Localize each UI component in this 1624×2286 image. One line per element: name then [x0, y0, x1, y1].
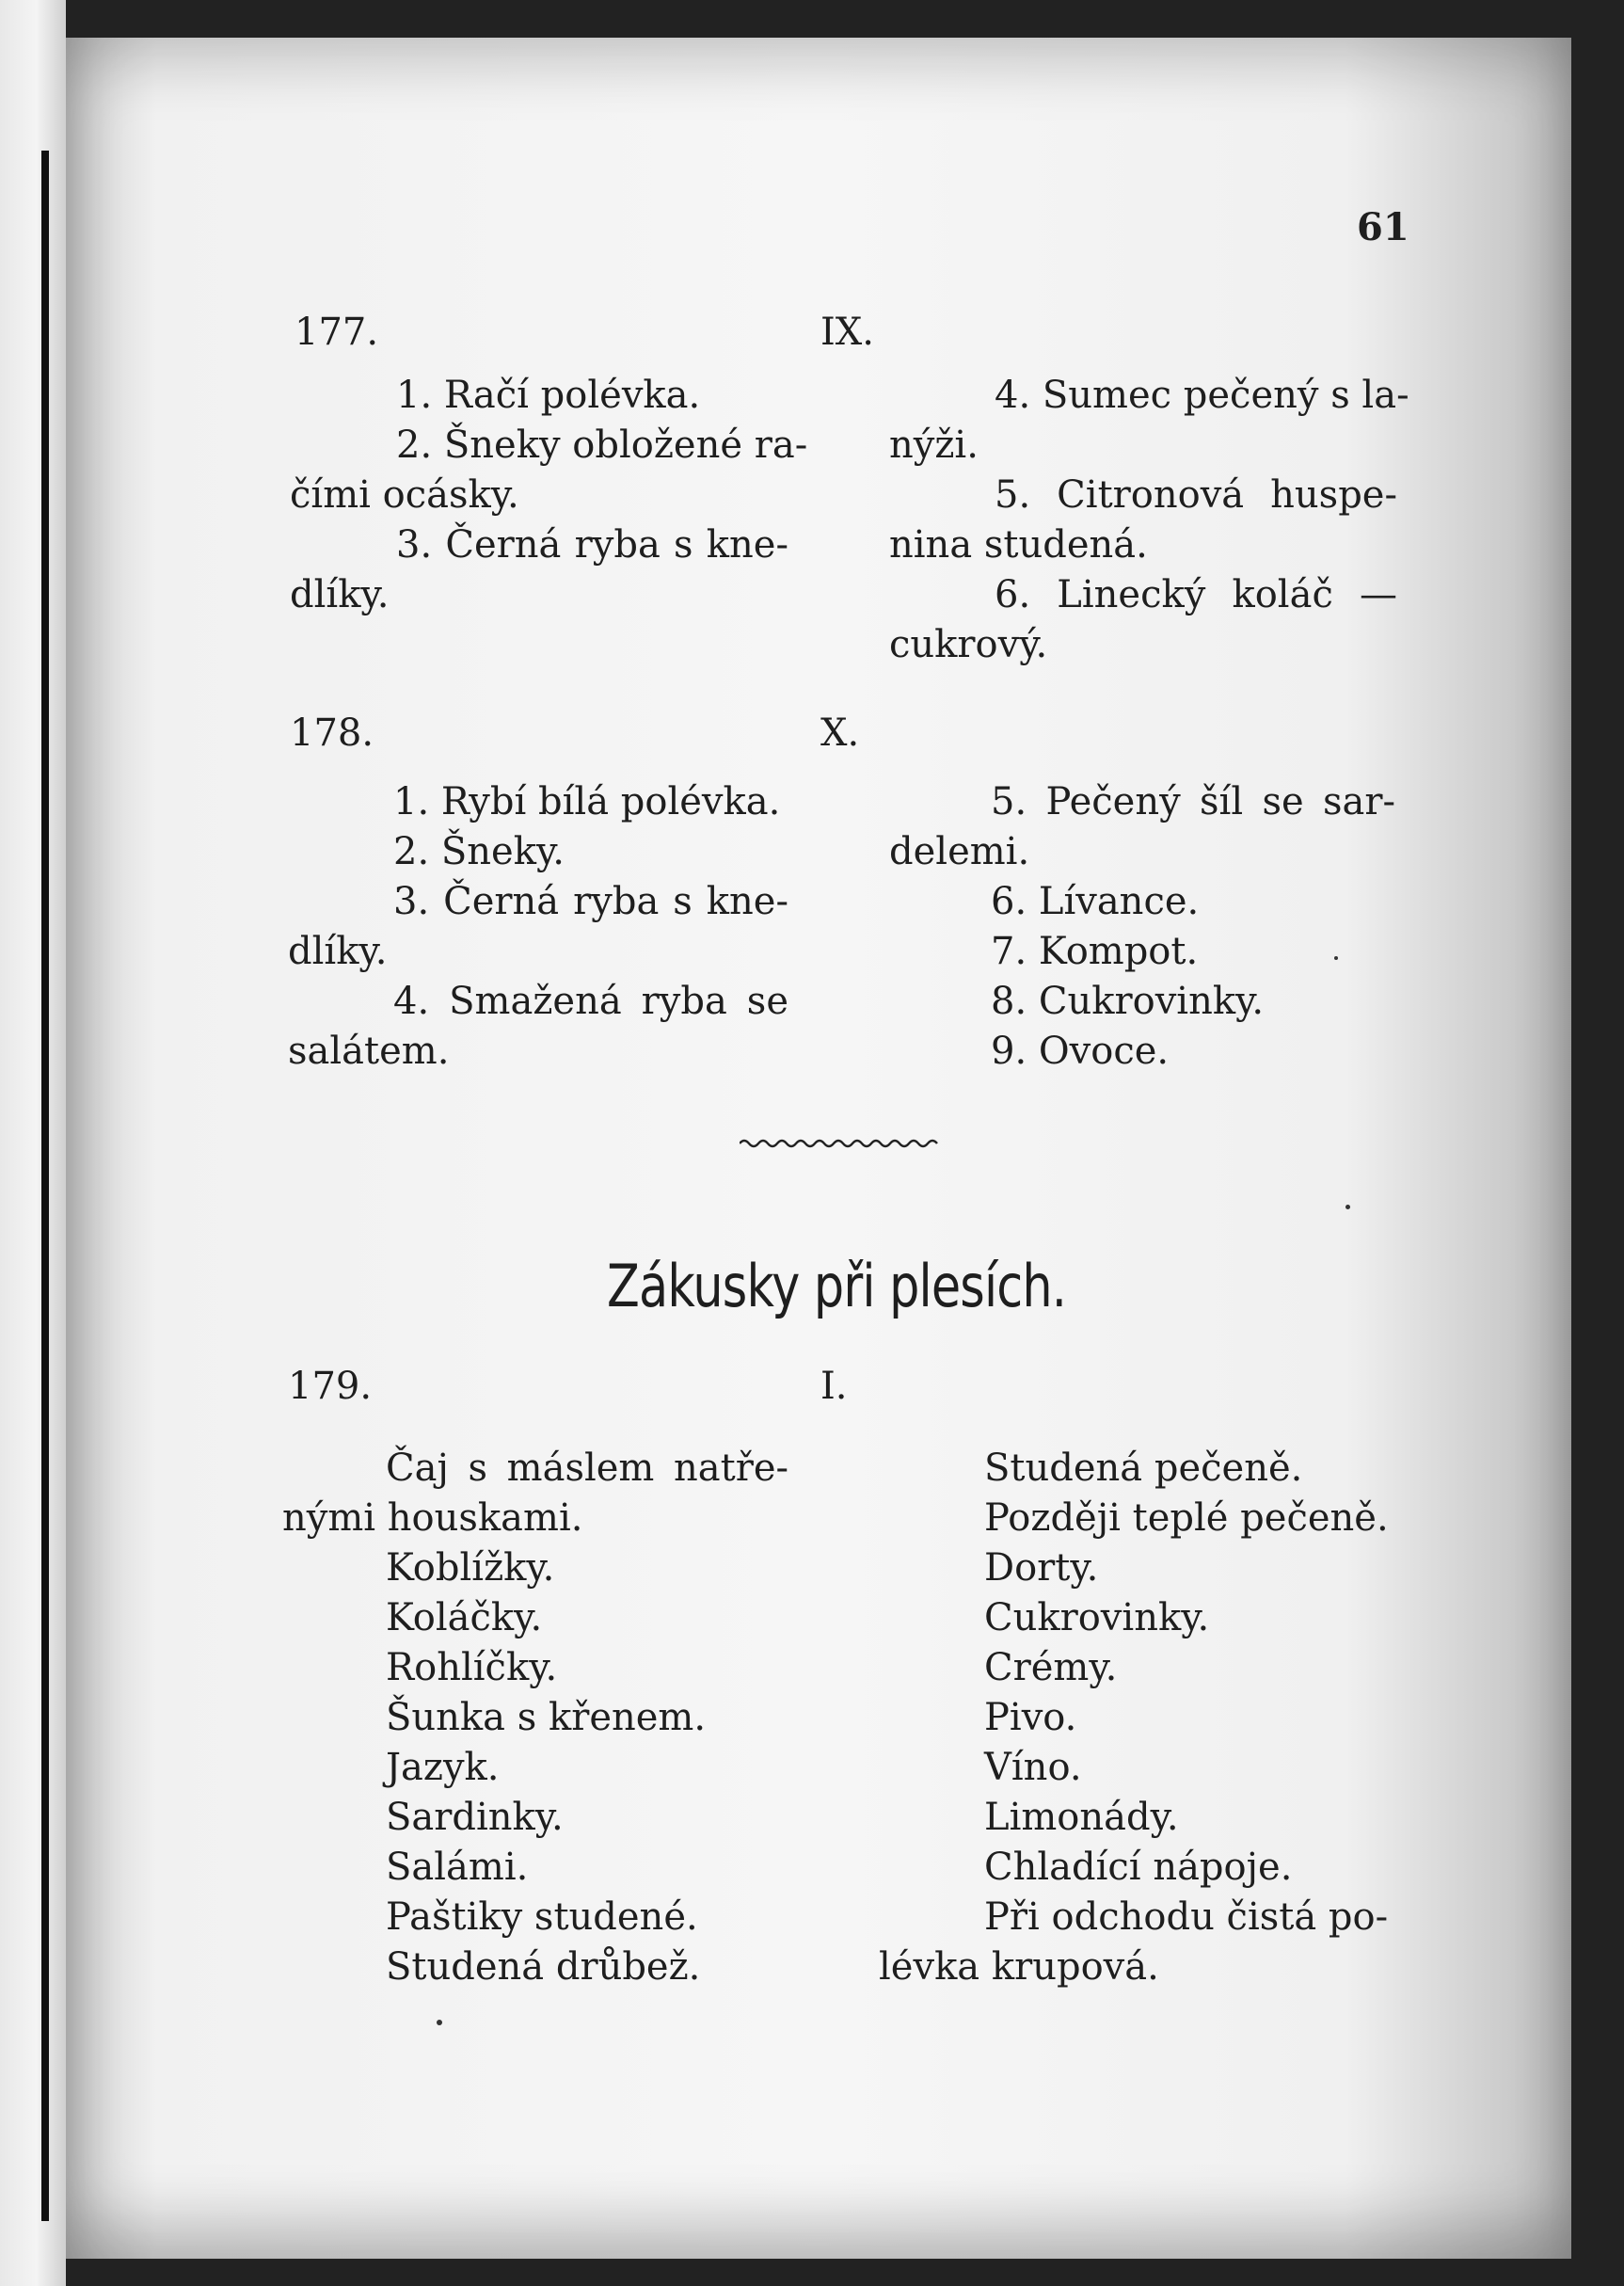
menu-line: Sardinky.: [386, 1796, 564, 1839]
menu-line: Při odchodu čistá po-: [984, 1895, 1389, 1939]
menu-178-right-column: [889, 777, 1395, 1077]
menu-line: 5. Citronová huspe-: [995, 473, 1397, 517]
menu-line: Cukrovinky.: [984, 1596, 1210, 1639]
menu-177-left-column: [290, 371, 808, 620]
menu-line: cukrový.: [889, 623, 1048, 666]
menu-line: nýži.: [889, 424, 979, 467]
menu-line: Paštiky studené.: [386, 1895, 698, 1939]
menu-line: 4. Smažená ryba se: [393, 980, 788, 1023]
menu-line: nými houskami.: [282, 1496, 583, 1540]
menu-line: Později teplé pečeně.: [984, 1496, 1389, 1540]
section-title: Zákusky při plesích.: [607, 1252, 1067, 1320]
roman-numeral-ix: IX.: [820, 311, 874, 354]
ink-speck: [437, 2020, 442, 2025]
menu-179-left-column: [282, 1444, 788, 1992]
entry-number-179: 179.: [288, 1365, 373, 1408]
menu-line: Chladící nápoje.: [984, 1846, 1293, 1889]
menu-line: Rohlíčky.: [386, 1646, 558, 1689]
menu-line: 7. Kompot.: [991, 930, 1199, 973]
menu-line: 6. Lívance.: [991, 880, 1200, 923]
menu-line: Pivo.: [984, 1696, 1077, 1739]
menu-line: Koblížky.: [386, 1546, 555, 1590]
menu-line: 8. Cukrovinky.: [991, 980, 1265, 1023]
menu-179-right-column: [879, 1444, 1387, 1992]
menu-line: 5. Pečený šíl se sar-: [991, 780, 1395, 823]
roman-numeral-x: X.: [820, 711, 860, 755]
menu-line: lévka krupová.: [879, 1945, 1159, 1989]
menu-line: dlíky.: [288, 930, 388, 973]
entry-number-177: 177.: [295, 311, 379, 354]
menu-line: Koláčky.: [386, 1596, 543, 1639]
roman-numeral-i: I.: [820, 1365, 848, 1408]
menu-line: 2. Šneky obložené ra-: [396, 424, 808, 467]
menu-line: čími ocásky.: [290, 473, 519, 517]
wavy-divider: [740, 1137, 939, 1150]
menu-line: dlíky.: [290, 573, 390, 616]
menu-line: Dorty.: [984, 1546, 1099, 1590]
menu-line: Šunka s křenem.: [386, 1696, 707, 1739]
menu-line: salátem.: [288, 1030, 450, 1073]
menu-line: 3. Černá ryba s kne-: [393, 880, 788, 923]
menu-line: Jazyk.: [386, 1746, 500, 1789]
menu-line: nina studená.: [889, 523, 1148, 567]
menu-line: 3. Černá ryba s kne-: [396, 523, 788, 567]
menu-line: Limonády.: [984, 1796, 1179, 1839]
menu-177-right-column: [889, 371, 1409, 670]
menu-line: 4. Sumec pečený s la-: [995, 374, 1409, 417]
book-spine: [0, 0, 66, 2286]
menu-line: Crémy.: [984, 1646, 1118, 1689]
menu-line: 9. Ovoce.: [991, 1030, 1170, 1073]
menu-line: Salámi.: [386, 1846, 529, 1889]
ink-speck: [1345, 1205, 1350, 1209]
menu-line: 2. Šneky.: [393, 830, 565, 873]
ink-speck: [1334, 956, 1338, 960]
menu-line: 1. Rybí bílá polévka.: [393, 780, 781, 823]
menu-line: 1. Račí polévka.: [396, 374, 701, 417]
menu-line: Studená pečeně.: [984, 1447, 1303, 1490]
menu-178-left-column: [288, 777, 788, 1077]
entry-number-178: 178.: [290, 711, 374, 755]
spine-binding-line: [41, 151, 49, 2221]
menu-line: 6. Linecký koláč —: [995, 573, 1397, 616]
menu-line: Víno.: [984, 1746, 1082, 1789]
menu-line: Studená drůbež.: [386, 1945, 701, 1989]
menu-line: Čaj s máslem natře-: [386, 1447, 788, 1490]
menu-line: delemi.: [889, 830, 1030, 873]
page-number: 61: [1357, 205, 1409, 249]
